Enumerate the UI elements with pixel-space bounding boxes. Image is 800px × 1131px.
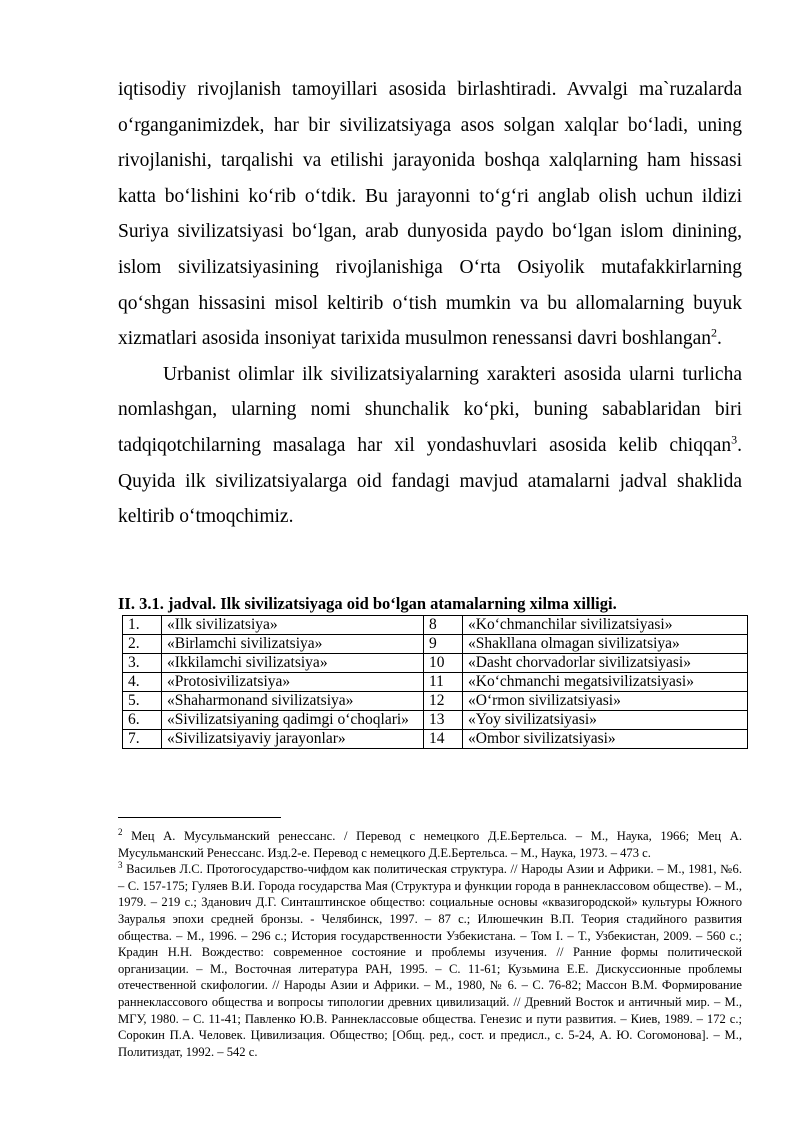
footnote-ref-2[interactable]: 2 bbox=[711, 325, 717, 340]
row-number-cell: 3. bbox=[123, 654, 162, 673]
footnote-ref-3[interactable]: 3 bbox=[731, 432, 738, 447]
footnote-2 bbox=[118, 828, 742, 861]
term-cell: «Dasht chorvadorlar sivilizatsiyasi» bbox=[463, 654, 748, 673]
footnote-mark: 3 bbox=[118, 860, 123, 870]
row-number-cell: 8 bbox=[424, 616, 463, 635]
table-row bbox=[123, 654, 748, 673]
footnote-separator bbox=[118, 817, 281, 818]
term-cell: «Ombor sivilizatsiyasi» bbox=[463, 730, 748, 749]
table-caption: II. 3.1. jadval. Ilk sivilizatsiyaga oid bo‘lgan atamalarning xilma xilligi. bbox=[118, 594, 617, 613]
term-cell: «O‘rmon sivilizatsiyasi» bbox=[463, 692, 748, 711]
footnotes bbox=[118, 828, 742, 1060]
row-number-cell: 7. bbox=[123, 730, 162, 749]
table-row bbox=[123, 673, 748, 692]
table-row bbox=[123, 635, 748, 654]
row-number-cell: 11 bbox=[424, 673, 463, 692]
row-number-cell: 12 bbox=[424, 692, 463, 711]
term-cell: «Birlamchi sivilizatsiya» bbox=[162, 635, 424, 654]
row-number-cell: 14 bbox=[424, 730, 463, 749]
footnote-text: Мец А. Мусульманский ренессанс. / Перевод с немецкого Д.Е.Бертельса. – М., Наука, 1966; Мец А. Мусульманский Ренессанс. Изд.2-е. Перевод с немецкого Д.Е.Бертельса. – М., Наука, 1973. – 473 с. bbox=[118, 829, 742, 860]
term-cell: «Ikkilamchi sivilizatsiya» bbox=[162, 654, 424, 673]
term-cell: «Sivilizatsiyaviy jarayonlar» bbox=[162, 730, 424, 749]
table-row bbox=[123, 711, 748, 730]
table-row bbox=[123, 730, 748, 749]
table-row bbox=[123, 616, 748, 635]
term-cell: «Ilk sivilizatsiya» bbox=[162, 616, 424, 635]
term-cell: «Shakllana olmagan sivilizatsiya» bbox=[463, 635, 748, 654]
term-cell: «Ko‘chmanchi megatsivilizatsiyasi» bbox=[463, 673, 748, 692]
row-number-cell: 2. bbox=[123, 635, 162, 654]
terms-table-body bbox=[123, 616, 748, 749]
paragraph-1 bbox=[118, 72, 742, 357]
footnote-text: Васильев Л.С. Протогосударство-чифдом как политическая структура. // Народы Азии и Африки. – М., 1981, №6. – С. 157-175; Гуляев В.И. Города государства Мая (Структура и функции города в раннеклассовом обществе). – М., 1979. – 219 с.; Зданович Д.Г. Синташтинское общество: социальные основы «квазигородской» культуры Южного Зауралья эпохи средней бронзы. - Челябинск, 1997. – 87 с.; Илюшечкин В.П. Теория стадийного развития общества. – М., 1996. – 296 с.; История государственности Узбекистана. – Том I. – Т., Узбекистан, 2009. – 560 с.; Крадин Н.Н. Вождество: современное состояние и проблемы изучения. // Ранние формы политической организации. – М., Восточная литература РАН, 1995. – С. 11-61; Кузьмина Е.Е. Дискуссионные проблемы отечественной скифологии. // Народы Азии и Африки. – М., 1980, № 6. – С. 76-82; Массон В.М. Формирование раннеклассового общества и вопросы типологии древних цивилизаций. // Древний Восток и античный мир. – М., МГУ, 1980. – С. 11-41; Павленко Ю.В. Раннеклассовые общества. Генезис и пути развития. – Киев, 1989. – 172 с.; Сорокин П.А. Человек. Цивилизация. Общество; [Общ. ред., сост. и предисл., с. 5-24, А. Ю. Согомонова]. – М., Политиздат, 1992. – 542 с. bbox=[118, 862, 742, 1059]
row-number-cell: 1. bbox=[123, 616, 162, 635]
row-number-cell: 6. bbox=[123, 711, 162, 730]
paragraph-text: Urbanist olimlar ilk sivilizatsiyalarning xarakteri asosida ularni turlicha nomlashgan, ularning nomi shunchalik ko‘pki, buning sabablaridan biri tadqiqotchilarning masalaga har xil yondashuvlari asosida kelib chiqqan bbox=[118, 363, 742, 456]
row-number-cell: 5. bbox=[123, 692, 162, 711]
row-number-cell: 13 bbox=[424, 711, 463, 730]
term-cell: «Sivilizatsiyaning qadimgi o‘choqlari» bbox=[162, 711, 424, 730]
row-number-cell: 9 bbox=[424, 635, 463, 654]
term-cell: «Shaharmonand sivilizatsiya» bbox=[162, 692, 424, 711]
footnote-3 bbox=[118, 861, 742, 1060]
paragraph-2 bbox=[118, 357, 742, 535]
term-cell: «Yoy sivilizatsiyasi» bbox=[463, 711, 748, 730]
term-cell: «Ko‘chmanchilar sivilizatsiyasi» bbox=[463, 616, 748, 635]
terms-table bbox=[122, 615, 748, 749]
paragraph-text: iqtisodiy rivojlanish tamoyillari asosida birlashtiradi. Avvalgi ma`ruzalarda o‘rganganimizdek, har bir sivilizatsiyaga asos solgan xalqlar bo‘ladi, uning rivojlanishi, tarqalishi va etilishi jarayonida boshqa xalqlarning ham hissasi katta bo‘lishini ko‘rib o‘tdik. Bu jarayonni to‘g‘ri anglab olish uchun ildizi Suriya sivilizatsiyasi bo‘lgan, arab dunyosida paydo bo‘lgan islom dinining, islom sivilizatsiyasining rivojlanishiga O‘rta Osiyolik mutafakkirlarning qo‘shgan hissasini misol keltirib o‘tish mumkin va bu allomalarning buyuk xizmatlari asosida insoniyat tarixida musulmon renessansi davri boshlangan bbox=[118, 79, 742, 350]
body-text bbox=[118, 72, 742, 535]
table-row bbox=[123, 692, 748, 711]
footnote-mark: 2 bbox=[118, 826, 123, 837]
row-number-cell: 4. bbox=[123, 673, 162, 692]
term-cell: «Protosivilizatsiya» bbox=[162, 673, 424, 692]
paragraph-tail: . bbox=[717, 328, 722, 350]
row-number-cell: 10 bbox=[424, 654, 463, 673]
paragraph-tail: . Quyida ilk sivilizatsiyalarga oid fandagi mavjud atamalarni jadval shaklida keltirib o‘tmoqchimiz. bbox=[118, 434, 742, 528]
